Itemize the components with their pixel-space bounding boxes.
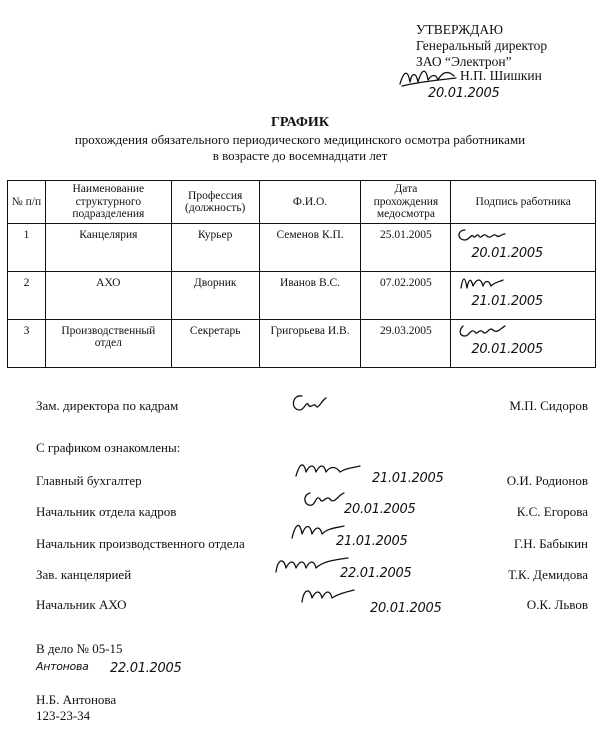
signature-date: 21.01.2005	[471, 294, 543, 309]
cell-fullname: Семенов К.П.	[259, 224, 361, 272]
cell-department: Канцелярия	[45, 224, 171, 272]
director-name: Н.П. Шишкин	[460, 68, 542, 83]
filing-signer-handwritten: Антонова	[36, 660, 89, 673]
cell-exam-date: 29.03.2005	[361, 320, 451, 368]
header-cell-signature: Подпись работника	[451, 181, 596, 224]
hr-deputy-name: М.П. Сидоров	[509, 398, 588, 413]
filing-date: 22.01.2005	[110, 661, 182, 676]
table-row	[8, 224, 596, 272]
header-cell-exam-date: Дата прохождения медосмотра	[361, 181, 451, 224]
schedule-table	[7, 180, 596, 368]
approval-heading: УТВЕРЖДАЮ	[416, 22, 504, 37]
acquainted-heading: С графиком ознакомлены:	[36, 440, 181, 455]
acquainted-date: 22.01.2005	[340, 566, 412, 581]
employee-signature	[457, 226, 507, 244]
approval-company: ЗАО “Электрон”	[416, 54, 512, 69]
acquainted-name: О.И. Родионов	[506, 473, 588, 488]
cell-profession: Курьер	[171, 224, 259, 272]
acquainted-date: 20.01.2005	[370, 601, 442, 616]
cell-fullname: Григорьева И.В.	[259, 320, 361, 368]
header-cell-profession: Профессия (должность)	[171, 181, 259, 224]
acquainted-name: О.К. Львов	[526, 597, 588, 612]
case-file-note: В дело № 05-15	[36, 641, 123, 656]
header-cell-number: № п/п	[8, 181, 46, 224]
cell-number: 1	[8, 224, 46, 272]
header-cell-fullname: Ф.И.О.	[259, 181, 361, 224]
cell-department: Производственный отдел	[45, 320, 171, 368]
cell-profession: Секретарь	[171, 320, 259, 368]
acquainted-date: 21.01.2005	[336, 534, 408, 549]
cell-exam-date: 25.01.2005	[361, 224, 451, 272]
acquainted-signature	[300, 487, 350, 511]
approval-position: Генеральный директор	[416, 38, 548, 53]
employee-signature	[457, 274, 507, 292]
cell-signature	[451, 272, 596, 320]
hr-deputy-label: Зам. директора по кадрам	[36, 398, 179, 413]
cell-number: 3	[8, 320, 46, 368]
cell-signature	[451, 224, 596, 272]
employee-signature	[457, 322, 507, 340]
acquainted-name: Г.Н. Бабыкин	[513, 536, 588, 551]
document-subtitle-line2: в возрасте до восемнадцати лет	[212, 148, 388, 163]
approval-block	[416, 22, 547, 70]
header-cell-department: Наименование структурного подразделения	[45, 181, 171, 224]
acquainted-name: Т.К. Демидова	[508, 567, 588, 582]
cell-exam-date: 07.02.2005	[361, 272, 451, 320]
acquainted-position: Главный бухгалтер	[36, 473, 142, 488]
acquainted-name: К.С. Егорова	[516, 504, 588, 519]
table-header-row	[8, 181, 596, 224]
acquainted-position: Начальник производственного отдела	[36, 536, 245, 551]
signature-date: 20.01.2005	[471, 246, 543, 261]
approval-date: 20.01.2005	[428, 86, 500, 101]
hr-deputy-signature	[288, 390, 328, 416]
document-subtitle-line1: прохождения обязательного периодического медицинского осмотра работниками	[74, 132, 526, 147]
acquainted-signature	[296, 584, 356, 610]
acquainted-date: 21.01.2005	[372, 471, 444, 486]
cell-signature	[451, 320, 596, 368]
cell-number: 2	[8, 272, 46, 320]
table-row	[8, 272, 596, 320]
acquainted-date: 20.01.2005	[344, 502, 416, 517]
cell-profession: Дворник	[171, 272, 259, 320]
document-title: ГРАФИК	[271, 115, 329, 130]
signature-date: 20.01.2005	[471, 342, 543, 357]
acquainted-position: Начальник АХО	[36, 597, 127, 612]
executor-phone: 123-23-34	[36, 708, 91, 723]
executor-name: Н.Б. Антонова	[36, 692, 117, 707]
acquainted-position: Начальник отдела кадров	[36, 504, 177, 519]
table-row	[8, 320, 596, 368]
cell-department: АХО	[45, 272, 171, 320]
acquainted-signature	[292, 460, 362, 482]
cell-fullname: Иванов В.С.	[259, 272, 361, 320]
acquainted-position: Зав. канцелярией	[36, 567, 132, 582]
